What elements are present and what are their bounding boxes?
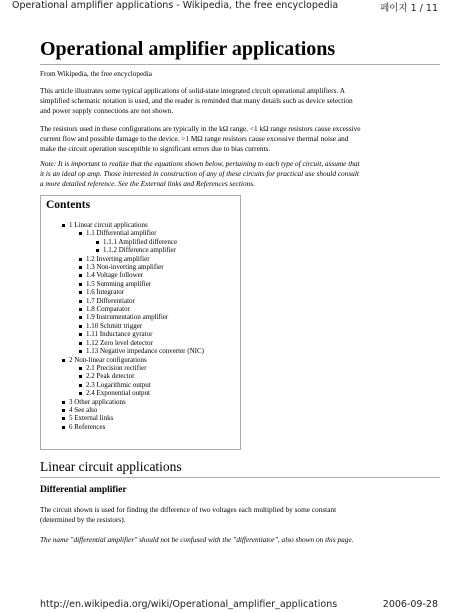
toc-item[interactable]: 1 Linear circuit applications: [41, 221, 241, 229]
differential-amplifier-paragraph: [40, 505, 440, 525]
print-footer-date: 2006-09-28: [382, 599, 438, 610]
toc-item[interactable]: 2 Non-linear configurations: [41, 356, 241, 364]
intro-paragraph: [40, 86, 440, 117]
note-line: Note: It is important to realize that the equations shown below, pertaining to each type of circuit, assume that: [40, 159, 360, 168]
toc-item[interactable]: 1.1.1 Amplified difference: [41, 238, 241, 246]
toc-item[interactable]: 1.7 Differentiator: [41, 297, 241, 305]
intro-line: and power supply connections are not shown.: [40, 106, 174, 116]
resistor-line: make the circuit operation susceptible to significant errors due to bias currents.: [40, 144, 271, 154]
differentiator-note: [40, 535, 440, 545]
toc-item[interactable]: 2.4 Exponential output: [41, 389, 241, 397]
toc-item[interactable]: 1.8 Comparator: [41, 305, 241, 313]
section-divider: [40, 477, 440, 478]
toc-item[interactable]: 1.12 Zero level detector: [41, 339, 241, 347]
resistor-paragraph: [40, 124, 440, 155]
toc-item[interactable]: 1.10 Schmitt trigger: [41, 322, 241, 330]
toc-list: [41, 221, 241, 431]
toc-item[interactable]: 1.1 Differential amplifier: [41, 229, 241, 237]
toc-item[interactable]: 2.1 Precision rectifier: [41, 364, 241, 372]
toc-item[interactable]: 2.2 Peak detector: [41, 372, 241, 380]
toc-item[interactable]: 1.2 Inverting amplifier: [41, 255, 241, 263]
from-wikipedia-tagline: From Wikipedia, the free encyclopedia: [40, 70, 152, 78]
toc-item[interactable]: 2.3 Logarithmic output: [41, 381, 241, 389]
note-line: a more detailed reference. See the External links and References sections.: [40, 179, 255, 189]
subsection-heading-differential-amplifier: Differential amplifier: [40, 485, 127, 495]
print-header: [0, 0, 474, 14]
toc-title: Contents: [46, 199, 91, 211]
toc-item[interactable]: 4 See also: [41, 406, 241, 414]
intro-line: This article illustrates some typical applications of solid-state integrated circuit operational amplifiers. A: [40, 86, 345, 95]
note-paragraph: [40, 159, 440, 190]
table-of-contents: [40, 195, 241, 450]
body-line: The circuit shown is used for finding the difference of two voltages each multiplied by some constant: [40, 505, 337, 514]
print-footer-url: http://en.wikipedia.org/wiki/Operational_amplifier_applications: [40, 599, 338, 610]
italic-note-text: The name "differential amplifier" should not be confused with the "differentiator", also shown on this page.: [40, 535, 354, 544]
print-footer: [0, 599, 474, 613]
toc-item[interactable]: 1.9 Instrumentation amplifier: [41, 313, 241, 321]
toc-item[interactable]: 1.3 Non-inverting amplifier: [41, 263, 241, 271]
toc-item[interactable]: 1.1.2 Difference amplifier: [41, 246, 241, 254]
body-line: (determined by the resistors).: [40, 515, 126, 525]
toc-item[interactable]: 1.5 Summing amplifier: [41, 280, 241, 288]
toc-item[interactable]: 6 References: [41, 423, 241, 431]
toc-item[interactable]: 1.6 Integrator: [41, 288, 241, 296]
toc-item[interactable]: 1.13 Negative impedance converter (NIC): [41, 347, 241, 355]
print-header-page-number: 페이지 1 / 11: [380, 3, 438, 14]
toc-item[interactable]: 5 External links: [41, 414, 241, 422]
toc-item[interactable]: 3 Other applications: [41, 398, 241, 406]
page-title: Operational amplifier applications: [40, 38, 336, 60]
print-header-title: Operational amplifier applications - Wikipedia, the free encyclopedia: [12, 0, 339, 11]
title-divider: [40, 64, 440, 65]
resistor-line: The resistors used in these configurations are typically in the kΩ range. <1 kΩ range resistors cause excessive: [40, 124, 361, 133]
resistor-line: current flow and possible damage to the device. >1 MΩ range resistors cause excessive thermal noise and: [40, 134, 349, 144]
intro-line: simplified schematic notation is used, and the reader is reminded that many details such as device selection: [40, 96, 353, 106]
toc-item[interactable]: 1.11 Inductance gyrator: [41, 330, 241, 338]
note-line: it is an ideal op amp. Those interested in construction of any of these circuits for practical use should consult: [40, 169, 359, 179]
toc-item[interactable]: 1.4 Voltage follower: [41, 271, 241, 279]
section-heading-linear-circuit-applications: Linear circuit applications: [40, 459, 182, 474]
